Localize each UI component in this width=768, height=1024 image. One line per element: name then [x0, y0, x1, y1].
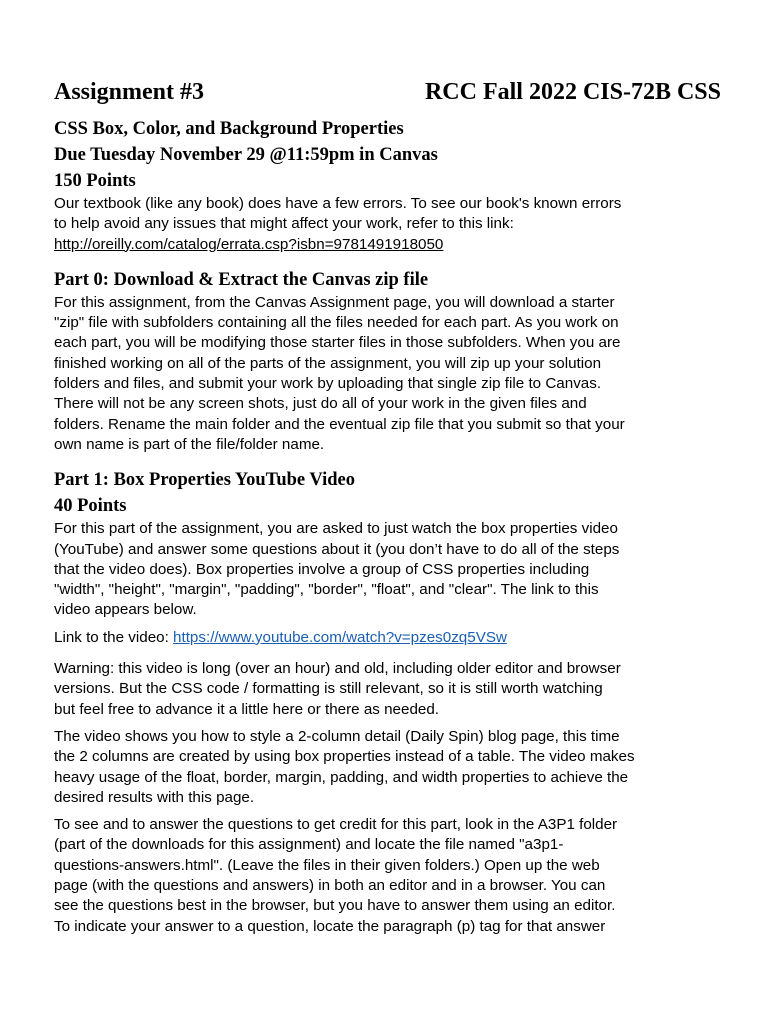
text-line: page (with the questions and answers) in both an editor and in a browser. You can	[54, 877, 606, 895]
video-description-paragraph	[54, 727, 716, 808]
errata-link[interactable]: http://oreilly.com/catalog/errata.csp?isbn=9781491918050	[54, 235, 444, 253]
text-line: own name is part of the file/folder name.	[54, 435, 325, 453]
text-line: desired results with this page.	[54, 788, 255, 806]
text-line: the 2 columns are created by using box properties instead of a table. The video makes	[54, 748, 635, 766]
part0-paragraph	[54, 293, 716, 455]
video-link-label: Link to the video:	[54, 628, 174, 646]
text-line: For this part of the assignment, you are asked to just watch the box properties video	[54, 520, 618, 538]
document-page	[54, 78, 721, 937]
assignment-title: Assignment #3	[54, 79, 205, 105]
part1-intro-paragraph	[54, 519, 716, 620]
text-line: that the video does). Box properties involve a group of CSS properties including	[54, 560, 590, 578]
text-line: Warning: this video is long (over an hour) and old, including older editor and browser	[54, 660, 621, 678]
text-line: questions-answers.html". (Leave the files in their given folders.) Open up the web	[54, 856, 600, 874]
text-line: see the questions best in the browser, but you have to answer them using an editor.	[54, 897, 616, 915]
youtube-video-link[interactable]: https://www.youtube.com/watch?v=pzes0zq5VSw	[173, 628, 507, 646]
text-line: to help avoid any issues that might affect your work, refer to this link:	[54, 215, 514, 233]
text-line: versions. But the CSS code / formatting is still relevant, so it is still worth watching	[54, 680, 603, 698]
course-title: RCC Fall 2022 CIS-72B CSS	[424, 79, 721, 105]
questions-instructions-paragraph	[54, 815, 716, 937]
total-points-heading: 150 Points	[54, 171, 136, 191]
due-date-heading: Due Tuesday November 29 @11:59pm in Canvas	[54, 145, 438, 165]
intro-paragraph	[54, 194, 716, 255]
text-line: finished working on all of the parts of the assignment, you will zip up your solution	[54, 354, 602, 372]
text-line: each part, you will be modifying those starter files in those subfolders. When you are	[54, 334, 621, 352]
text-line: heavy usage of the float, border, margin, padding, and width properties to achieve the	[54, 768, 629, 786]
text-line: To see and to answer the questions to get credit for this part, look in the A3P1 folder	[54, 816, 618, 834]
video-link-paragraph	[54, 628, 716, 648]
text-line: (YouTube) and answer some questions about it (you don’t have to do all of the steps	[54, 540, 620, 558]
text-line: folders and files, and submit your work by uploading that single zip file to Canvas.	[54, 375, 602, 393]
part0-heading: Part 0: Download & Extract the Canvas zip file	[54, 269, 429, 290]
text-line: The video shows you how to style a 2-column detail (Daily Spin) blog page, this time	[54, 727, 620, 745]
text-line: (part of the downloads for this assignment) and locate the file named "a3p1-	[54, 836, 564, 854]
part1-points-heading: 40 Points	[54, 496, 127, 517]
topic-heading: CSS Box, Color, and Background Properties	[54, 119, 404, 139]
document-header	[54, 78, 721, 106]
text-line: but feel free to advance it a little here or there as needed.	[54, 700, 439, 718]
text-line: "width", "height", "margin", "padding", "border", "float", and "clear". The link to this	[54, 581, 599, 599]
warning-paragraph	[54, 659, 716, 720]
text-line: video appears below.	[54, 601, 197, 619]
text-line: To indicate your answer to a question, locate the paragraph (p) tag for that answer	[54, 917, 606, 935]
part1-heading: Part 1: Box Properties YouTube Video	[54, 470, 355, 491]
text-line: "zip" file with subfolders containing all the files needed for each part. As you work on	[54, 314, 619, 332]
text-line: There will not be any screen shots, just do all of your work in the given files and	[54, 395, 587, 413]
text-line: folders. Rename the main folder and the eventual zip file that you submit so that your	[54, 415, 625, 433]
text-line: For this assignment, from the Canvas Assignment page, you will download a starter	[54, 293, 615, 311]
text-line: Our textbook (like any book) does have a few errors. To see our book's known errors	[54, 195, 622, 212]
